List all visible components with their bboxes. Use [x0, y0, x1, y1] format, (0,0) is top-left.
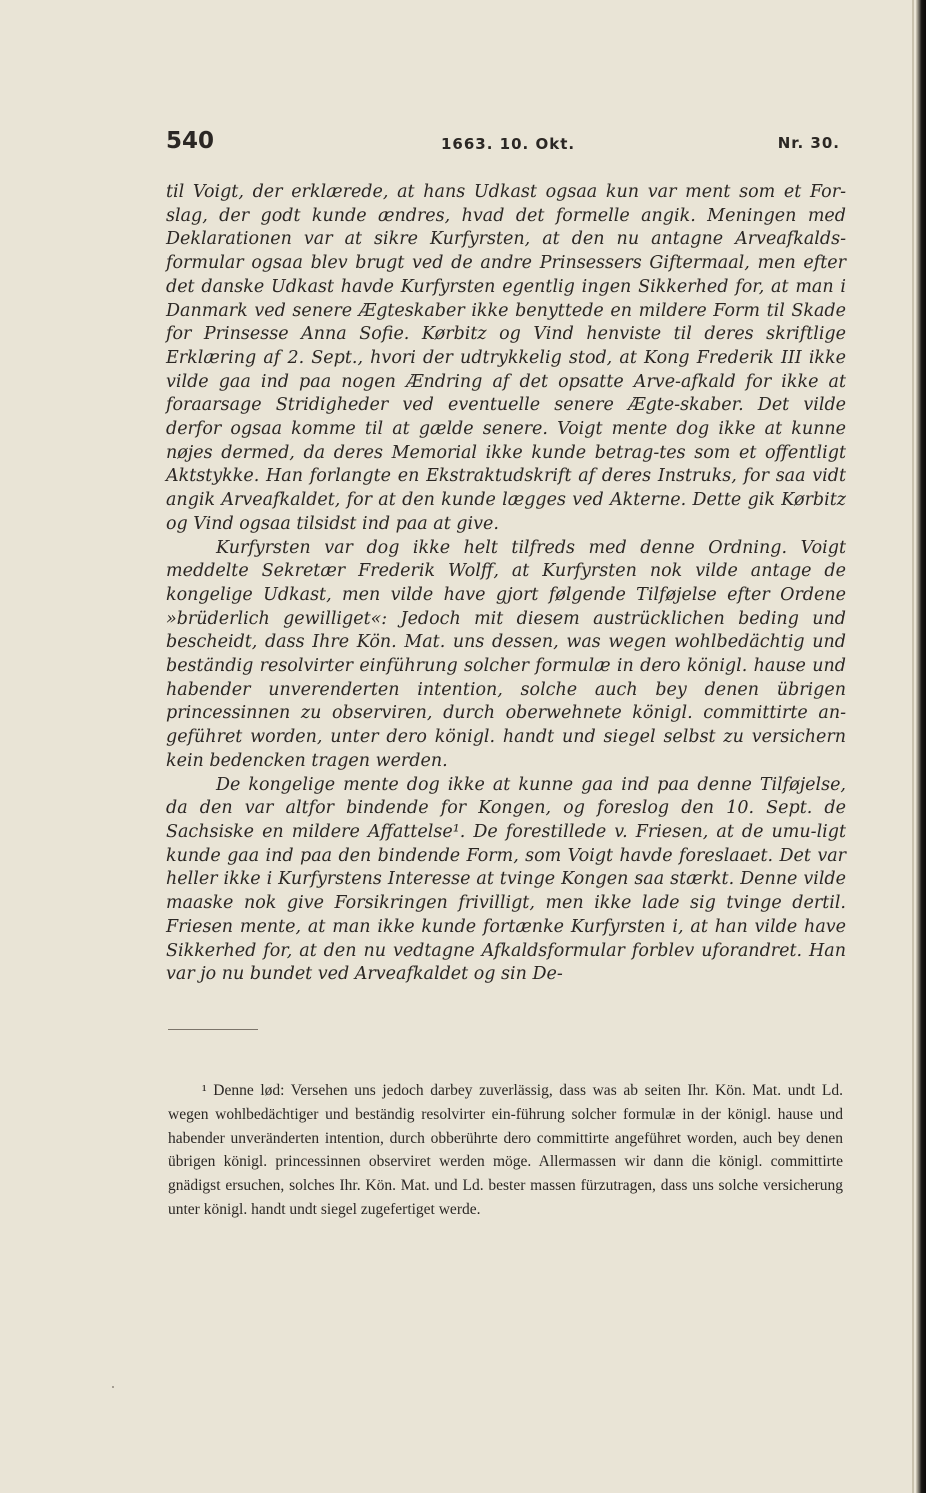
footnote-divider	[168, 1029, 258, 1030]
running-head	[166, 128, 846, 164]
footnote: ¹ Denne lød: Versehen uns jedoch darbey zuverlässig, dass was ab seiten Ihr. Kön. Mat. undt Ld. wegen wohlbedächtiger und beständig resolvirter ein-führung solcher formulæ in der königl. hause und habender unveränderten intention, durch obberührte dero committirte angeführet worden, auch bey denen übrigen königl. princessinnen observiret werden möge. Allermassen wir dann die königl. committirte gnädigst ersuchen, solches Ihr. Kön. Mat. und Ld. bester massen fürzutragen, dass uns solche versicherung unter königl. handt undt siegel zugefertiget werde.	[168, 1082, 843, 1218]
page-binding-shadow	[916, 0, 926, 1493]
paragraph: De kongelige mente dog ikke at kunne gaa ind paa denne Tilføjelse, da den var altfor bindende for Kongen, og foreslog den 10. Sept. de Sachsiske en mildere Affattelse¹. De forestillede v. Friesen, at de umu-ligt kunde gaa ind paa den bindende Form, som Voigt havde foreslaaet. Det var heller ikke i Kurfyrstens Interesse at tvinge Kongen saa stærkt. Denne vilde maaske nok give Forsikringen frivilligt, men ikke lade sig tvinge dertil. Friesen mente, at man ikke kunde fortænke Kurfyrsten i, at han vilde have Sikkerhed for, at den nu vedtagne Afkaldsformular forblev uforandret. Han var jo nu bundet ved Arveafkaldet og sin De-	[166, 774, 846, 985]
paragraph: Kurfyrsten var dog ikke helt tilfreds med denne Ordning. Voigt meddelte Sekretær Frederik Wolff, at Kurfyrsten nok vilde antage de kongelige Udkast, men vilde have gjort følgende Tilføjelse efter Ordene »brüderlich gewilliget«: Jedoch mit diesem austrücklichen beding und bescheidt, dass Ihre Kön. Mat. uns dessen, was wegen wohlbedächtig und beständig resolvirter einführung solcher formulæ in dero königl. hause und habender unverenderten intention, solche auch bey denen übrigen princessinnen zu observiren, durch oberwehnete königl. committirte an-geführet worden, unter dero königl. handt und siegel selbst zu versichern kein bedencken tragen werden.	[166, 537, 846, 771]
running-head-date: 1663. 10. Okt.	[441, 135, 576, 153]
page-edge	[912, 0, 914, 1493]
document-number: Nr. 30.	[777, 134, 840, 152]
page-number: 540	[166, 128, 215, 154]
paragraph: til Voigt, der erklærede, at hans Udkast ogsaa kun var ment som et For-slag, der godt kunde ændres, hvad det formelle angik. Meningen med Deklarationen var at sikre Kurfyrsten, at den nu antagne Arveafkalds-formular ogsaa blev brugt ved de andre Prinsessers Giftermaal, men efter det danske Udkast havde Kurfyrsten egentlig ingen Sikkerhed for, at man i Danmark ved senere Ægteskaber ikke benyttede en mildere Form til Skade for Prinsesse Anna Sofie. Kørbitz og Vind henviste til deres skriftlige Erklæring af 2. Sept., hvori der udtrykkelig stod, at Kong Frederik III ikke vilde gaa ind paa nogen Ændring af det opsatte Arve-afkald for ikke at foraarsage Stridigheder ved eventuelle senere Ægte-skaber. Det vilde derfor ogsaa komme til at gælde senere. Voigt mente dog ikke at kunne nøjes dermed, da deres Memorial ikke kunde betrag-tes som et offentligt Aktstykke. Han forlangte en Ekstraktudskrift af deres Instruks, for saa vidt angik Arveafkaldet, for at den kunde lægges ved Akterne. Dette gik Kørbitz og Vind ogsaa tilsidst ind paa at give.	[166, 182, 846, 534]
paper-speck	[112, 1386, 114, 1388]
body-text	[166, 181, 846, 987]
